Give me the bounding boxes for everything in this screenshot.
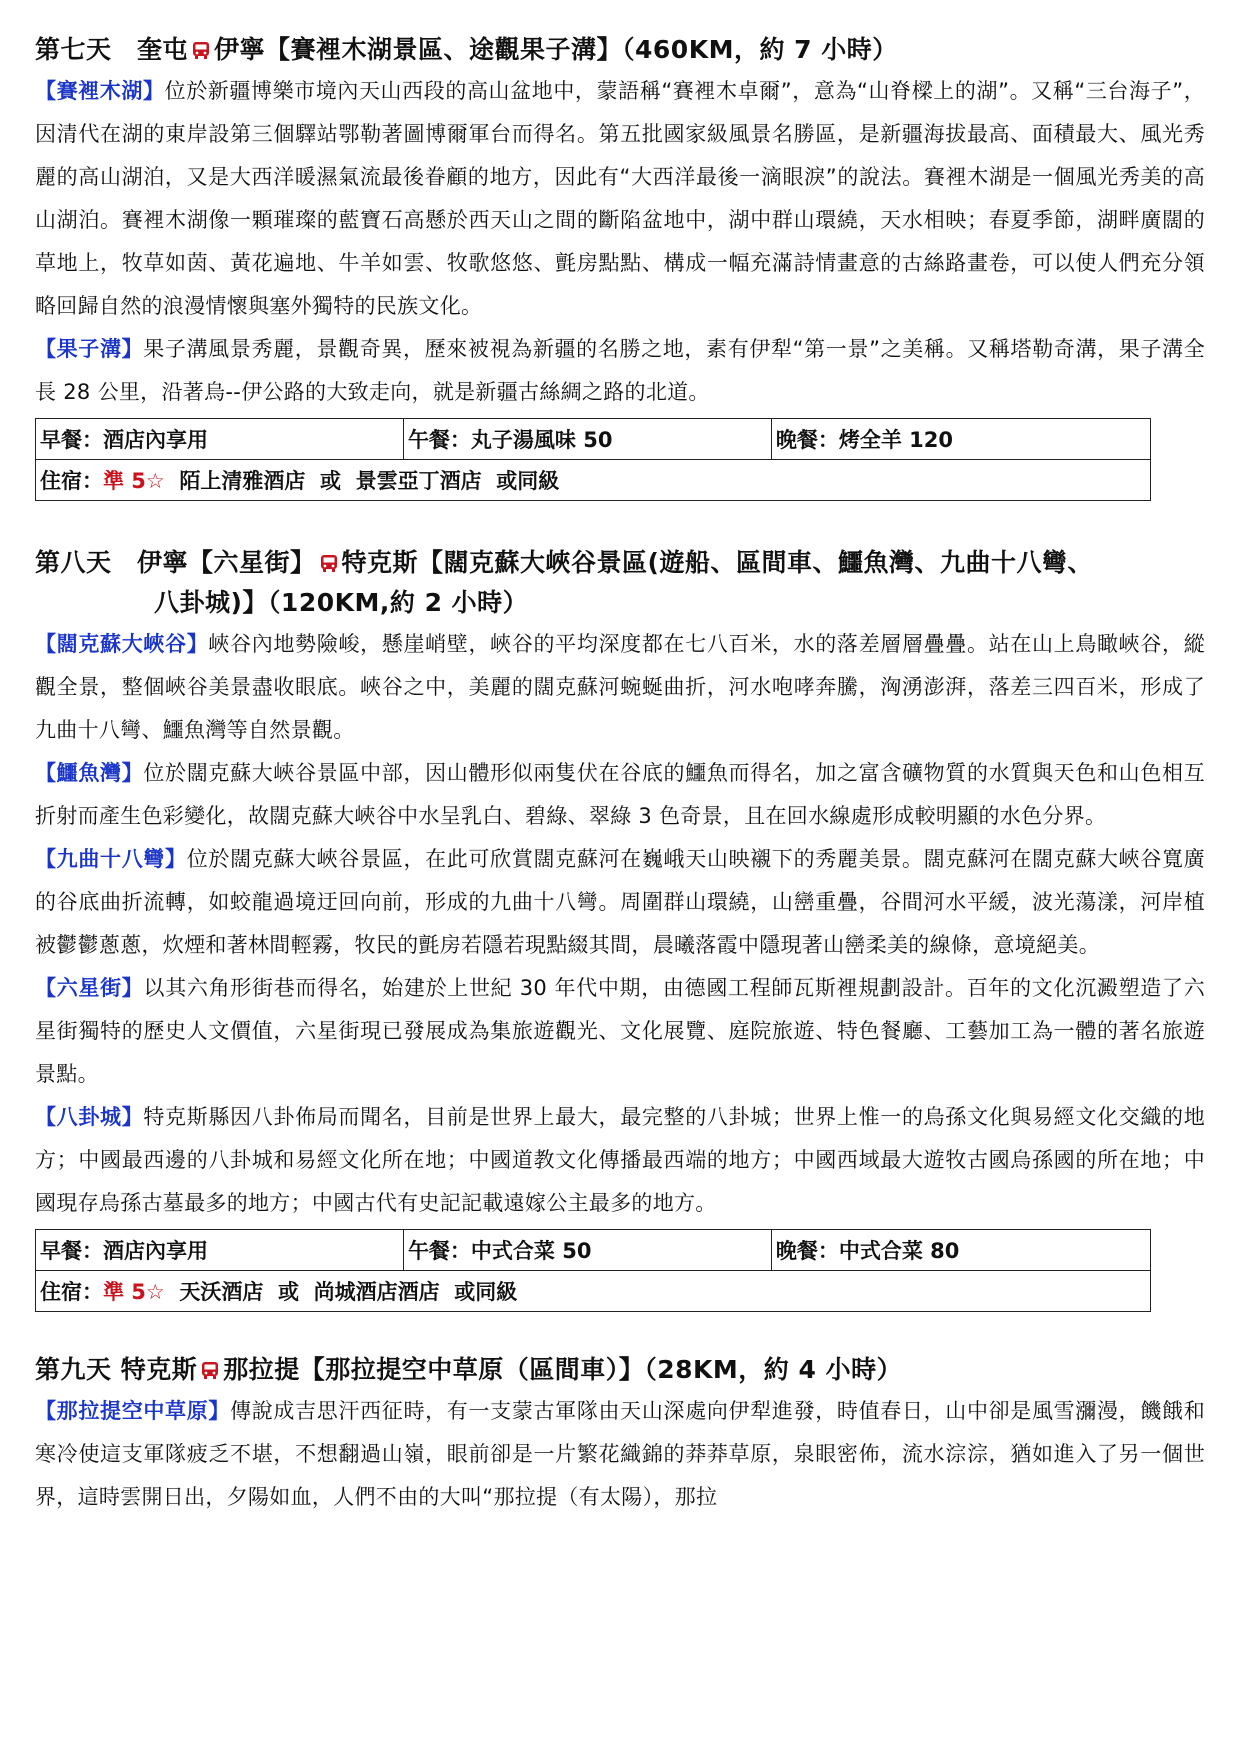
lodging-row (36, 460, 1151, 501)
attraction-description: 果子溝風景秀麗，景觀奇異，歷來被視為新疆的名勝之地，素有伊犁“第一景”之美稱。又稱塔勒奇溝，果子溝全長 28 公里，沿著烏--伊公路的大致走向，就是新疆古絲綢之路的北道。 (35, 337, 1205, 404)
dinner-cell: 晚餐：烤全羊 120 (771, 419, 1150, 460)
day7-meals-table (35, 418, 1151, 501)
day9-paragraph-nalati-grassland (35, 1390, 1205, 1519)
day8-meals-table (35, 1229, 1151, 1312)
day7-paragraph-sayram-lake (35, 70, 1205, 328)
lodging-row (36, 1271, 1151, 1312)
day8-title-middle: 特克斯【闊克蘇大峽谷景區(遊船、區間車、鱷魚灣、九曲十八彎、 (341, 548, 1093, 577)
day8-section (35, 543, 1205, 1312)
breakfast-cell: 早餐：酒店內享用 (36, 419, 404, 460)
attraction-label: 【六星街】 (35, 976, 144, 1000)
lunch-cell: 午餐：中式合菜 50 (403, 1230, 771, 1271)
lunch-cell: 午餐：丸子湯風味 50 (403, 419, 771, 460)
day8-paragraph-crocodile-bay (35, 752, 1205, 838)
lodging-cell (36, 1271, 1151, 1312)
attraction-label: 【八卦城】 (35, 1105, 144, 1129)
lodging-grade: 準 5☆ (103, 1280, 165, 1304)
lodging-cell (36, 460, 1151, 501)
attraction-label: 【賽裡木湖】 (35, 79, 165, 103)
dinner-cell: 晚餐：中式合菜 80 (771, 1230, 1150, 1271)
day7-title-start: 第七天 奎屯 (35, 35, 189, 64)
day7-title-end: 伊寧【賽裡木湖景區、途觀果子溝】（460KM，約 7 小時） (214, 35, 898, 64)
meals-row (36, 1230, 1151, 1271)
lodging-hotels: 天沃酒店 或 尚城酒店酒店 或同級 (164, 1280, 518, 1304)
attraction-description: 以其六角形街巷而得名，始建於上世紀 30 年代中期，由德國工程師瓦斯裡規劃設計。百年的文化沉澱塑造了六星街獨特的歷史人文價值，六星街現已發展成為集旅遊觀光、文化展覽、庭院旅遊、特色餐廳、工藝加工為一體的著名旅遊景點。 (35, 976, 1205, 1086)
attraction-description: 位於闊克蘇大峽谷景區，在此可欣賞闊克蘇河在巍峨天山映襯下的秀麗美景。闊克蘇河在闊克蘇大峽谷寬廣的谷底曲折流轉，如蛟龍過境迂回向前，形成的九曲十八彎。周圍群山環繞，山巒重疊，谷間河水平緩，波光蕩漾，河岸植被鬱鬱蔥蔥，炊煙和著林間輕霧，牧民的氈房若隱若現點綴其間，晨曦落霞中隱現著山巒柔美的線條，意境絕美。 (35, 847, 1205, 957)
day7-section (35, 30, 1205, 501)
day9-title-end: 那拉提【那拉提空中草原（區間車）】（28KM，約 4 小時） (223, 1355, 903, 1384)
lodging-label: 住宿： (40, 1280, 103, 1304)
day8-paragraph-nine-bends (35, 838, 1205, 967)
attraction-label: 【九曲十八彎】 (35, 847, 187, 871)
attraction-description: 位於闊克蘇大峽谷景區中部，因山體形似兩隻伏在谷底的鱷魚而得名，加之富含礦物質的水質與天色和山色相互折射而產生色彩變化，故闊克蘇大峽谷中水呈乳白、碧綠、翠綠 3 色奇景，且在回水線處形成較明顯的水色分界。 (35, 761, 1205, 828)
lodging-grade: 準 5☆ (103, 469, 165, 493)
attraction-description: 峽谷內地勢險峻，懸崖峭壁，峽谷的平均深度都在七八百米，水的落差層層疊疊。站在山上鳥瞰峽谷，縱觀全景，整個峽谷美景盡收眼底。峽谷之中，美麗的闊克蘇河蜿蜒曲折，河水咆哮奔騰，洶湧澎湃，落差三四百米，形成了九曲十八彎、鱷魚灣等自然景觀。 (35, 632, 1205, 742)
attraction-description: 位於新疆博樂市境內天山西段的高山盆地中，蒙語稱“賽裡木卓爾”，意為“山脊樑上的湖”。又稱“三台海子”，因清代在湖的東岸設第三個驛站鄂勒著圖博爾軍台而得名。第五批國家級風景名勝區，是新疆海拔最高、面積最大、風光秀麗的高山湖泊，又是大西洋暖濕氣流最後眷顧的地方，因此有“大西洋最後一滴眼淚”的說法。賽裡木湖是一個風光秀美的高山湖泊。賽裡木湖像一顆璀璨的藍寶石高懸於西天山之間的斷陷盆地中，湖中群山環繞，天水相映；春夏季節，湖畔廣闊的草地上，牧草如茵、黃花遍地、牛羊如雲、牧歌悠悠、氈房點點、構成一幅充滿詩情畫意的古絲路畫卷，可以使人們充分領略回歸自然的浪漫情懷與塞外獨特的民族文化。 (35, 79, 1205, 318)
breakfast-cell: 早餐：酒店內享用 (36, 1230, 404, 1271)
day9-title (35, 1350, 1205, 1390)
attraction-label: 【果子溝】 (35, 337, 144, 361)
meals-row (36, 419, 1151, 460)
bus-icon (201, 1361, 219, 1380)
day8-paragraph-six-star-street (35, 967, 1205, 1096)
day9-section (35, 1350, 1205, 1519)
lodging-hotels: 陌上清雅酒店 或 景雲亞丁酒店 或同級 (164, 469, 560, 493)
section-spacer (35, 501, 1205, 543)
attraction-label: 【鱷魚灣】 (35, 761, 144, 785)
day9-title-start: 第九天 特克斯 (35, 1355, 198, 1384)
day8-title-end: 八卦城)】（120KM,約 2 小時） (154, 588, 529, 617)
itinerary-page (35, 30, 1205, 1519)
attraction-label: 【那拉提空中草原】 (35, 1399, 231, 1423)
day8-paragraph-kuokesu-canyon (35, 623, 1205, 752)
attraction-description: 特克斯縣因八卦佈局而聞名，目前是世界上最大，最完整的八卦城；世界上惟一的烏孫文化與易經文化交織的地方；中國最西邊的八卦城和易經文化所在地；中國道教文化傳播最西端的地方；中國西域最大遊牧古國烏孫國的所在地；中國現存烏孫古墓最多的地方；中國古代有史記記載遠嫁公主最多的地方。 (35, 1105, 1205, 1215)
day8-title (35, 543, 1205, 623)
section-spacer (35, 1312, 1205, 1350)
attraction-label: 【闊克蘇大峽谷】 (35, 632, 209, 656)
attraction-description: 傳說成吉思汗西征時，有一支蒙古軍隊由天山深處向伊犁進發，時值春日，山中卻是風雪瀰漫，饑餓和寒冷使這支軍隊疲乏不堪，不想翻過山嶺，眼前卻是一片繁花織錦的莽莽草原，泉眼密佈，流水淙淙，猶如進入了另一個世界，這時雲開日出，夕陽如血，人們不由的大叫“那拉提（有太陽），那拉 (35, 1399, 1205, 1509)
day8-paragraph-bagua-city (35, 1096, 1205, 1225)
lodging-label: 住宿： (40, 469, 103, 493)
day7-title (35, 30, 1205, 70)
day8-title-start: 第八天 伊寧【六星街】 (35, 548, 316, 577)
bus-icon (320, 554, 338, 573)
day7-paragraph-guozigou (35, 328, 1205, 414)
bus-icon (192, 41, 210, 60)
